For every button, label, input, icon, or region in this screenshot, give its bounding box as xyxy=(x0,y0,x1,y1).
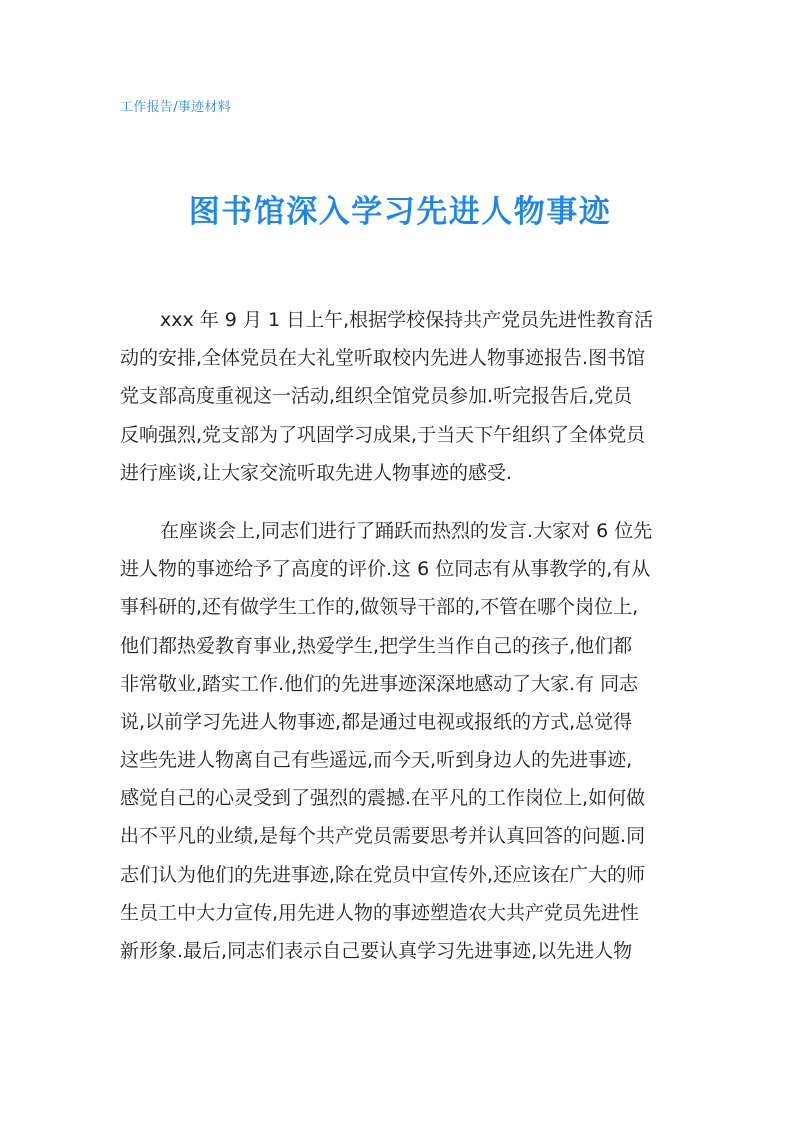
text-line: 动的安排,全体党员在大礼堂听取校内先进人物事迹报告.图书馆 xyxy=(120,347,646,370)
text-line: 这些先进人物离自己有些遥远,而今天,听到身边人的先进事迹, xyxy=(120,749,633,772)
text-line: 说,以前学习先进人物事迹,都是通过电视或报纸的方式,总觉得 xyxy=(120,710,633,733)
text-line: 志们认为他们的先进事迹,除在党员中宣传外,还应该在广大的师 xyxy=(120,863,646,886)
text-line: 党支部高度重视这一活动,组织全馆党员参加.听完报告后,党员 xyxy=(120,385,633,408)
text-line: 出不平凡的业绩,是每个共产党员需要思考并认真回答的问题.同 xyxy=(120,825,646,848)
text-line: 感觉自己的心灵受到了强烈的震撼.在平凡的工作岗位上,如何做 xyxy=(120,787,646,810)
text-line: 进人物的事迹给予了高度的评价.这 6 位同志有从事教学的,有从 xyxy=(120,558,651,581)
text-line: 非常敬业,踏实工作.他们的先进事迹深深地感动了大家.有 同志 xyxy=(120,672,639,695)
text-line: 新形象.最后,同志们表示自己要认真学习先进事迹,以先进人物 xyxy=(120,940,633,962)
document-category: 工作报告/事迹材料 xyxy=(120,100,232,115)
text-line: 反响强烈,党支部为了巩固学习成果,于当天下午组织了全体党员 xyxy=(120,423,646,446)
text-line: 他们都热爱教育事业,热爱学生,把学生当作自己的孩子,他们都 xyxy=(120,634,633,657)
document-body xyxy=(120,301,688,990)
text-line: 事科研的,还有做学生工作的,做领导干部的,不管在哪个岗位上, xyxy=(120,596,639,619)
text-line: xxx 年 9 月 1 日上午,根据学校保持共产党员先进性教育活 xyxy=(160,309,654,331)
text-line: 生员工中大力宣传,用先进人物的事迹塑造农大共产党员先进性 xyxy=(120,901,640,924)
paragraph-1 xyxy=(120,301,688,492)
document-title: 图书馆深入学习先进人物事迹 xyxy=(188,194,612,230)
text-line: 在座谈会上,同志们进行了踊跃而热烈的发言.大家对 6 位先 xyxy=(160,519,653,542)
paragraph-2 xyxy=(120,512,688,970)
text-line: 进行座谈,让大家交流听取先进人物事迹的感受. xyxy=(120,461,513,484)
